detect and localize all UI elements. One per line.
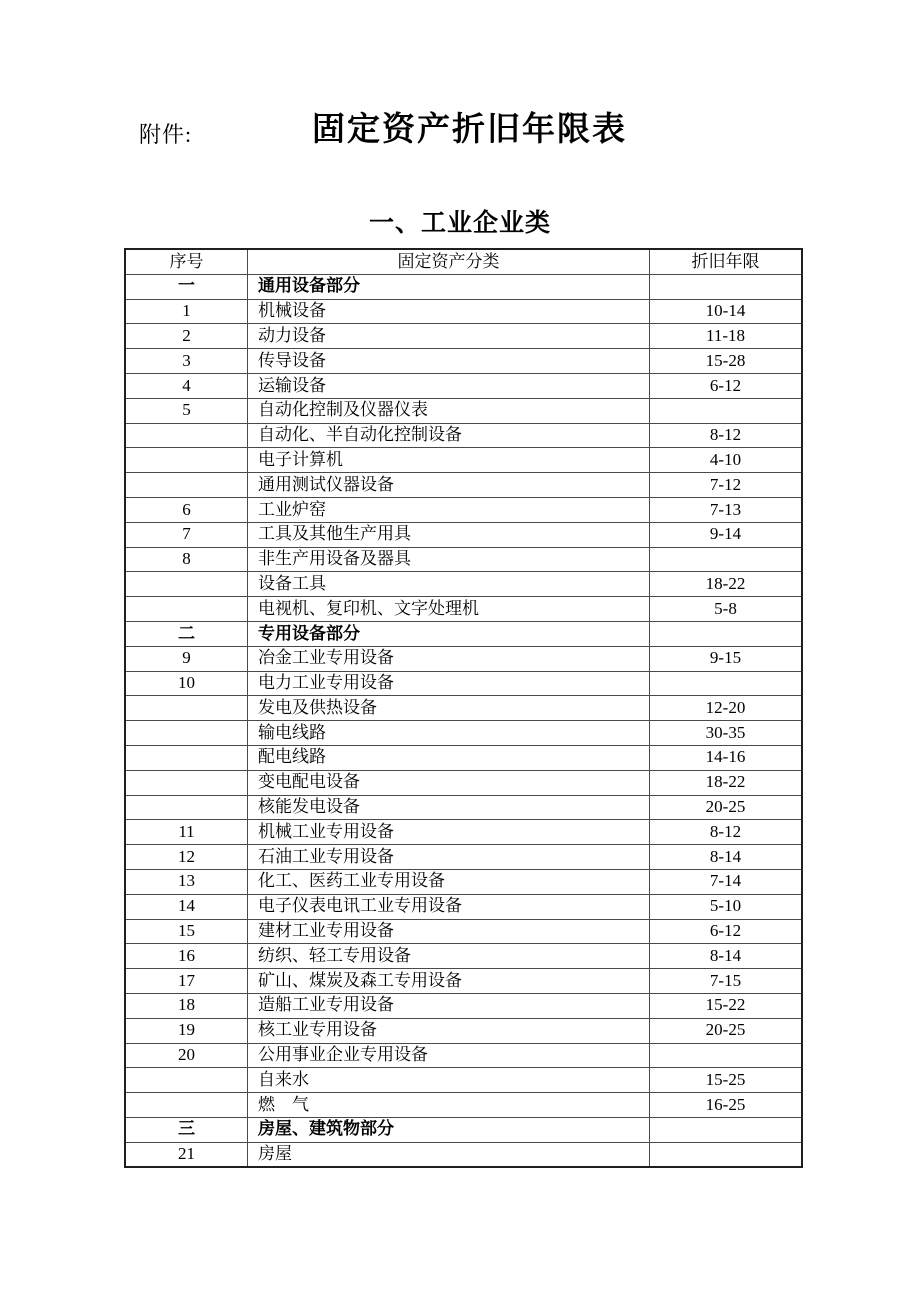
table-row xyxy=(125,671,802,696)
table-row xyxy=(125,696,802,721)
years-cell: 11-18 xyxy=(650,324,803,349)
serial-cell xyxy=(125,572,248,597)
serial-cell: 14 xyxy=(125,894,248,919)
serial-cell: 10 xyxy=(125,671,248,696)
table-row xyxy=(125,1093,802,1118)
attachment-label: 附件: xyxy=(139,122,193,147)
table-row xyxy=(125,1142,802,1167)
category-cell: 电力工业专用设备 xyxy=(248,671,650,696)
table-row xyxy=(125,597,802,622)
category-cell: 传导设备 xyxy=(248,349,650,374)
serial-cell xyxy=(125,795,248,820)
category-cell: 公用事业企业专用设备 xyxy=(248,1043,650,1068)
years-cell: 18-22 xyxy=(650,770,803,795)
years-cell: 7-13 xyxy=(650,497,803,522)
category-cell: 通用测试仪器设备 xyxy=(248,473,650,498)
category-cell: 机械设备 xyxy=(248,299,650,324)
years-cell: 30-35 xyxy=(650,721,803,746)
years-cell: 8-14 xyxy=(650,845,803,870)
years-cell: 15-28 xyxy=(650,349,803,374)
years-cell: 12-20 xyxy=(650,696,803,721)
table-row xyxy=(125,448,802,473)
serial-cell xyxy=(125,473,248,498)
category-cell: 核能发电设备 xyxy=(248,795,650,820)
table-row xyxy=(125,473,802,498)
table-row xyxy=(125,1018,802,1043)
serial-cell: 19 xyxy=(125,1018,248,1043)
years-cell xyxy=(650,671,803,696)
category-cell: 配电线路 xyxy=(248,745,650,770)
table-row xyxy=(125,721,802,746)
category-cell: 电视机、复印机、文字处理机 xyxy=(248,597,650,622)
serial-cell: 2 xyxy=(125,324,248,349)
serial-cell xyxy=(125,770,248,795)
category-cell: 核工业专用设备 xyxy=(248,1018,650,1043)
serial-cell: 11 xyxy=(125,820,248,845)
years-cell: 20-25 xyxy=(650,1018,803,1043)
category-cell: 电子仪表电讯工业专用设备 xyxy=(248,894,650,919)
header-cell-category: 固定资产分类 xyxy=(248,249,650,274)
years-cell: 4-10 xyxy=(650,448,803,473)
serial-cell xyxy=(125,1068,248,1093)
years-cell: 8-12 xyxy=(650,423,803,448)
table-row xyxy=(125,572,802,597)
category-cell: 输电线路 xyxy=(248,721,650,746)
serial-cell xyxy=(125,1093,248,1118)
table-row xyxy=(125,497,802,522)
serial-cell: 18 xyxy=(125,993,248,1018)
category-cell: 冶金工业专用设备 xyxy=(248,646,650,671)
table-row xyxy=(125,745,802,770)
category-cell: 设备工具 xyxy=(248,572,650,597)
category-cell: 自动化、半自动化控制设备 xyxy=(248,423,650,448)
years-cell xyxy=(650,1043,803,1068)
years-cell xyxy=(650,274,803,299)
years-cell: 14-16 xyxy=(650,745,803,770)
serial-cell: 一 xyxy=(125,274,248,299)
page-title: 固定资产折旧年限表 xyxy=(312,112,627,148)
years-cell: 15-25 xyxy=(650,1068,803,1093)
header-cell-years: 折旧年限 xyxy=(650,249,803,274)
years-cell: 7-14 xyxy=(650,869,803,894)
category-cell: 专用设备部分 xyxy=(248,621,650,646)
category-cell: 通用设备部分 xyxy=(248,274,650,299)
serial-cell xyxy=(125,721,248,746)
category-cell: 机械工业专用设备 xyxy=(248,820,650,845)
years-cell: 9-14 xyxy=(650,522,803,547)
category-cell: 运输设备 xyxy=(248,373,650,398)
table-row xyxy=(125,324,802,349)
years-cell: 6-12 xyxy=(650,373,803,398)
category-cell: 工具及其他生产用具 xyxy=(248,522,650,547)
category-cell: 造船工业专用设备 xyxy=(248,993,650,1018)
serial-cell: 12 xyxy=(125,845,248,870)
table-body xyxy=(125,274,802,1167)
category-cell: 纺织、轻工专用设备 xyxy=(248,944,650,969)
table-row xyxy=(125,795,802,820)
table-row xyxy=(125,993,802,1018)
category-cell: 自动化控制及仪器仪表 xyxy=(248,398,650,423)
category-cell: 电子计算机 xyxy=(248,448,650,473)
table-row xyxy=(125,299,802,324)
category-cell: 房屋 xyxy=(248,1142,650,1167)
category-cell: 非生产用设备及器具 xyxy=(248,547,650,572)
years-cell: 18-22 xyxy=(650,572,803,597)
years-cell: 8-14 xyxy=(650,944,803,969)
header-cell-serial: 序号 xyxy=(125,249,248,274)
serial-cell xyxy=(125,597,248,622)
years-cell xyxy=(650,1142,803,1167)
table-row xyxy=(125,894,802,919)
table-row xyxy=(125,349,802,374)
serial-cell: 4 xyxy=(125,373,248,398)
table-row xyxy=(125,845,802,870)
table-row xyxy=(125,1068,802,1093)
serial-cell xyxy=(125,448,248,473)
category-cell: 工业炉窑 xyxy=(248,497,650,522)
serial-cell: 13 xyxy=(125,869,248,894)
serial-cell: 5 xyxy=(125,398,248,423)
section-row xyxy=(125,1117,802,1142)
serial-cell: 三 xyxy=(125,1117,248,1142)
years-cell: 16-25 xyxy=(650,1093,803,1118)
years-cell: 5-10 xyxy=(650,894,803,919)
category-cell: 变电配电设备 xyxy=(248,770,650,795)
serial-cell: 21 xyxy=(125,1142,248,1167)
years-cell xyxy=(650,547,803,572)
years-cell: 20-25 xyxy=(650,795,803,820)
serial-cell: 9 xyxy=(125,646,248,671)
serial-cell xyxy=(125,696,248,721)
table-row xyxy=(125,547,802,572)
category-cell: 建材工业专用设备 xyxy=(248,919,650,944)
serial-cell: 7 xyxy=(125,522,248,547)
category-cell: 自来水 xyxy=(248,1068,650,1093)
years-cell xyxy=(650,398,803,423)
serial-cell: 15 xyxy=(125,919,248,944)
years-cell xyxy=(650,621,803,646)
serial-cell: 20 xyxy=(125,1043,248,1068)
table-row xyxy=(125,423,802,448)
years-cell: 7-12 xyxy=(650,473,803,498)
table-row xyxy=(125,869,802,894)
years-cell: 7-15 xyxy=(650,969,803,994)
years-cell: 10-14 xyxy=(650,299,803,324)
serial-cell: 二 xyxy=(125,621,248,646)
table-row xyxy=(125,646,802,671)
serial-cell xyxy=(125,745,248,770)
depreciation-table xyxy=(124,248,803,1168)
category-cell: 发电及供热设备 xyxy=(248,696,650,721)
serial-cell: 1 xyxy=(125,299,248,324)
years-cell: 8-12 xyxy=(650,820,803,845)
table-row xyxy=(125,522,802,547)
section-row xyxy=(125,274,802,299)
category-cell: 动力设备 xyxy=(248,324,650,349)
category-cell: 矿山、煤炭及森工专用设备 xyxy=(248,969,650,994)
table-row xyxy=(125,1043,802,1068)
serial-cell: 3 xyxy=(125,349,248,374)
category-cell: 房屋、建筑物部分 xyxy=(248,1117,650,1142)
category-cell: 化工、医药工业专用设备 xyxy=(248,869,650,894)
category-cell: 石油工业专用设备 xyxy=(248,845,650,870)
years-cell xyxy=(650,1117,803,1142)
table-row xyxy=(125,919,802,944)
table-head xyxy=(125,249,802,274)
serial-cell xyxy=(125,423,248,448)
category-cell: 燃 气 xyxy=(248,1093,650,1118)
table-header-row xyxy=(125,249,802,274)
serial-cell: 8 xyxy=(125,547,248,572)
serial-cell: 6 xyxy=(125,497,248,522)
years-cell: 5-8 xyxy=(650,597,803,622)
section-row xyxy=(125,621,802,646)
table-row xyxy=(125,398,802,423)
serial-cell: 16 xyxy=(125,944,248,969)
years-cell: 9-15 xyxy=(650,646,803,671)
table-row xyxy=(125,373,802,398)
years-cell: 15-22 xyxy=(650,993,803,1018)
table-row xyxy=(125,969,802,994)
serial-cell: 17 xyxy=(125,969,248,994)
table-row xyxy=(125,770,802,795)
section-heading: 一、工业企业类 xyxy=(368,210,551,237)
table-row xyxy=(125,944,802,969)
years-cell: 6-12 xyxy=(650,919,803,944)
table-row xyxy=(125,820,802,845)
